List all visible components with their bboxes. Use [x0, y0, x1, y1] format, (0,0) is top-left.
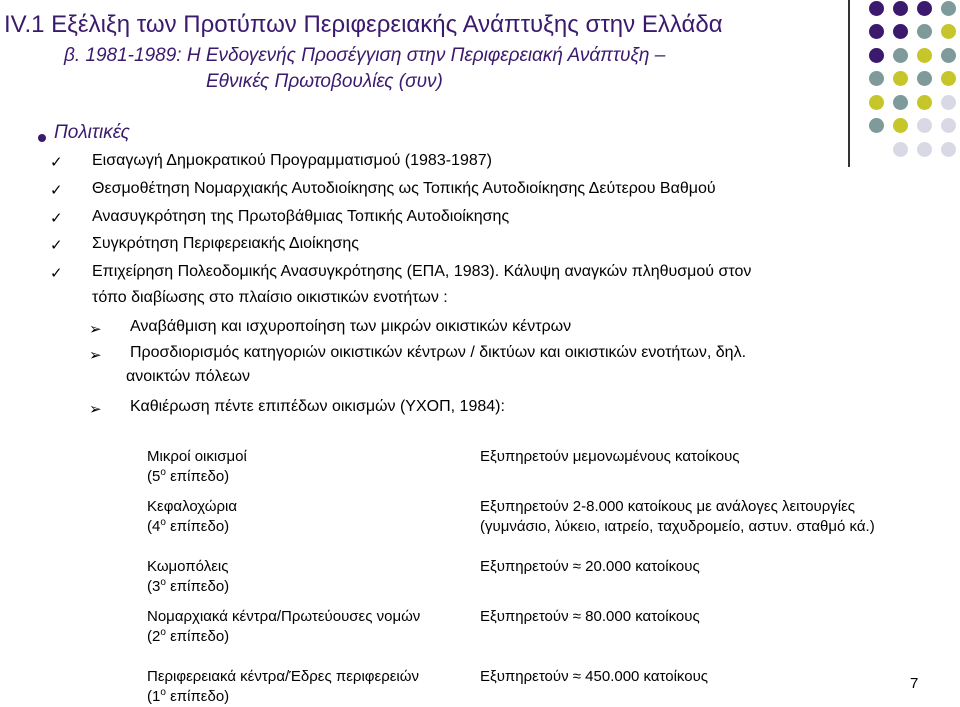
decorative-dot: [941, 142, 956, 157]
checkmark-icon: ✓: [50, 210, 63, 227]
bullet-icon: [38, 134, 46, 142]
page-number: 7: [910, 675, 919, 692]
decorative-dot: [941, 48, 956, 63]
decorative-dot: [869, 118, 884, 133]
decorative-dot: [893, 118, 908, 133]
policy-item: Επιχείρηση Πολεοδομικής Ανασυγκρότησης (ΕΠΑ, 1983). Κάλυψη αναγκών πληθυσμού στον: [92, 263, 752, 280]
arrow-bullet-icon: ➢: [89, 347, 102, 364]
level-number: ($2^o$ επίπεδο): [147, 627, 230, 645]
policy-item: Θεσμοθέτηση Νομαρχιακής Αυτοδιοίκησης ως Τοπικής Αυτοδιοίκησης Δεύτερου Βαθμού: [92, 180, 716, 197]
level-number: ($4^o$ επίπεδο): [147, 517, 230, 535]
decorative-dot: [869, 1, 884, 16]
decorative-dot: [893, 48, 908, 63]
decorative-dot: [893, 24, 908, 39]
level-name: Κωμοπόλεις: [147, 558, 229, 575]
sub-item: Καθιέρωση πέντε επιπέδων οικισμών (ΥΧΟΠ, 1984):: [130, 398, 505, 415]
level-name: Κεφαλοχώρια: [147, 498, 238, 515]
decorative-divider: [848, 0, 850, 167]
decorative-dot: [917, 95, 932, 110]
decorative-dot: [917, 1, 932, 16]
decorative-dot: [893, 142, 908, 157]
level-description: Εξυπηρετούν ≈ 80.000 κατοίκους: [480, 608, 700, 625]
level-number: ($5^o$ επίπεδο): [147, 467, 230, 485]
decorative-dot: [869, 24, 884, 39]
checkmark-icon: ✓: [50, 182, 63, 199]
decorative-dot: [941, 24, 956, 39]
level-description: Εξυπηρετούν μεμονωμένους κατοίκους: [480, 448, 740, 465]
decorative-dot: [893, 1, 908, 16]
checkmark-icon: ✓: [50, 265, 63, 282]
policy-item: Συγκρότηση Περιφερειακής Διοίκησης: [92, 235, 359, 252]
policy-item: Ανασυγκρότηση της Πρωτοβάθμιας Τοπικής Αυτοδιοίκησης: [92, 208, 510, 225]
level-description-cont: (γυμνάσιο, λύκειο, ιατρείο, ταχυδρομείο, αστυν. σταθμό κά.): [480, 518, 875, 535]
level-description: Εξυπηρετούν ≈ 450.000 κατοίκους: [480, 668, 709, 685]
decorative-dot: [869, 95, 884, 110]
slide-subtitle-line1: β. 1981-1989: Η Ενδογενής Προσέγγιση στην Περιφερειακή Ανάπτυξη –: [64, 45, 666, 66]
level-name: Μικροί οικισμοί: [147, 448, 247, 465]
arrow-bullet-icon: ➢: [89, 321, 102, 338]
policy-item-continuation: τόπο διαβίωσης στο πλαίσιο οικιστικών ενοτήτων :: [92, 289, 448, 306]
arrow-bullet-icon: ➢: [89, 401, 102, 418]
decorative-dot: [941, 118, 956, 133]
checkmark-icon: ✓: [50, 154, 63, 171]
decorative-dot: [917, 71, 932, 86]
decorative-dot: [941, 71, 956, 86]
policy-item: Εισαγωγή Δημοκρατικού Προγραμματισμού (1983-1987): [92, 152, 492, 169]
decorative-dot: [917, 118, 932, 133]
decorative-dot: [917, 24, 932, 39]
section-heading: Πολιτικές: [54, 122, 130, 143]
slide-title: IV.1 Εξέλιξη των Προτύπων Περιφερειακής Ανάπτυξης στην Ελλάδα: [4, 11, 723, 38]
level-name: Νομαρχιακά κέντρα/Πρωτεύουσες νομών: [147, 608, 421, 625]
level-name: Περιφερειακά κέντρα/Έδρες περιφερειών: [147, 668, 419, 685]
decorative-dot: [941, 1, 956, 16]
level-description: Εξυπηρετούν 2-8.000 κατοίκους με ανάλογες λειτουργίες: [480, 498, 856, 515]
level-number: ($3^o$ επίπεδο): [147, 577, 230, 595]
decorative-dot: [893, 95, 908, 110]
decorative-dot: [869, 71, 884, 86]
sub-item: Προσδιορισμός κατηγοριών οικιστικών κέντρων / δικτύων και οικιστικών ενοτήτων, δηλ.: [130, 344, 747, 361]
slide-subtitle-line2: Εθνικές Πρωτοβουλίες (συν): [206, 71, 443, 92]
decorative-dot: [941, 95, 956, 110]
decorative-dot: [869, 48, 884, 63]
decorative-dot: [917, 142, 932, 157]
sub-item-continuation: ανοικτών πόλεων: [126, 368, 250, 385]
level-number: ($1^o$ επίπεδο): [147, 687, 230, 705]
checkmark-icon: ✓: [50, 237, 63, 254]
decorative-dot: [917, 48, 932, 63]
level-description: Εξυπηρετούν ≈ 20.000 κατοίκους: [480, 558, 700, 575]
decorative-dot: [893, 71, 908, 86]
sub-item: Αναβάθμιση και ισχυροποίηση των μικρών οικιστικών κέντρων: [130, 318, 572, 335]
